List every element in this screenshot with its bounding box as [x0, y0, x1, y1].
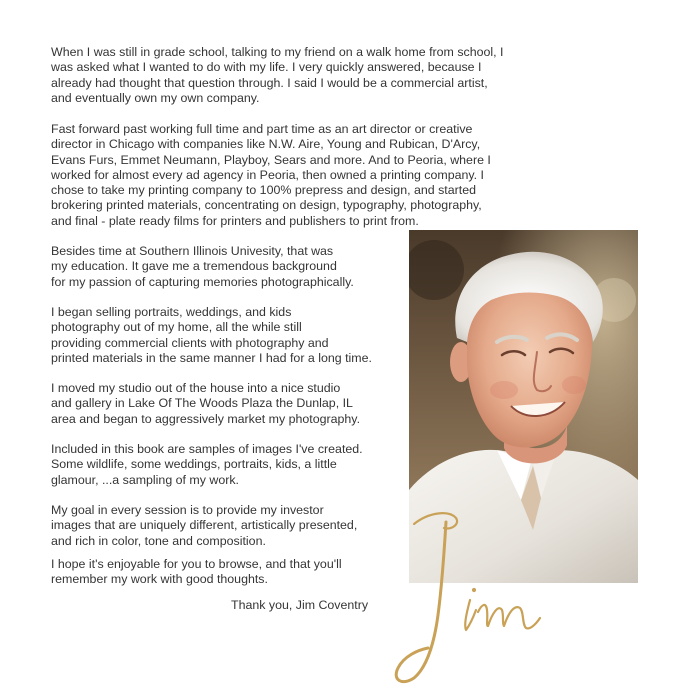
text-line: remember my work with good thoughts. [51, 572, 268, 587]
text-line: already had thought that question through. I said I would be a commercial artist, [51, 75, 488, 90]
text-line: images that are uniquely different, artistically presented, [51, 518, 358, 533]
text-line: and rich in color, tone and composition. [51, 533, 266, 548]
paragraph-goal [51, 503, 357, 549]
paragraph-career [51, 122, 491, 229]
paragraph-samples [51, 442, 363, 488]
text-line: Fast forward past working full time and part time as an art director or creative [51, 122, 473, 136]
text-line: providing commercial clients with photography and [51, 335, 329, 350]
text-line: my education. It gave me a tremendous background [51, 259, 337, 274]
text-line: My goal in every session is to provide my investor [51, 503, 324, 517]
text-line: for my passion of capturing memories photographically. [51, 274, 354, 289]
text-line: When I was still in grade school, talking to my friend on a walk home from school, I [51, 45, 504, 59]
text-line: brokering printed materials, concentrating on design, typography, photography, [51, 198, 482, 213]
text-line: worked for almost every ad agency in Peoria, then owned a printing company. I [51, 167, 484, 182]
paragraph-new-studio [51, 381, 360, 427]
text-line: chose to take my printing company to 100% prepress and design, and started [51, 183, 476, 198]
text-line: and gallery in Lake Of The Woods Plaza the Dunlap, IL [51, 396, 353, 411]
signature-text: Jim [374, 500, 376, 501]
text-line: I began selling portraits, weddings, and kids [51, 305, 292, 319]
text-line: Some wildlife, some weddings, portraits, kids, a little [51, 457, 337, 472]
text-line: Besides time at Southern Illinois Univesity, that was [51, 244, 334, 258]
paragraph-closing-wish [51, 557, 342, 588]
paragraph-childhood [51, 45, 503, 106]
text-line: and eventually own my own company. [51, 90, 260, 105]
paragraph-home-studio [51, 305, 372, 366]
text-line: glamour, ...a sampling of my work. [51, 472, 239, 487]
text-line: I moved my studio out of the house into a nice studio [51, 381, 341, 395]
closing-line: Thank you, Jim Coventry [231, 598, 369, 612]
text-line: area and began to aggressively market my photography. [51, 411, 361, 426]
signature-jim [374, 500, 544, 690]
text-line: printed materials in the same manner I had for a long time. [51, 350, 372, 365]
text-line: was asked what I wanted to do with my life. I very quickly answered, because I [51, 60, 482, 75]
text-line: and final - plate ready films for printers and publishers to print from. [51, 213, 419, 228]
paragraph-education [51, 244, 354, 290]
text-line: director in Chicago with companies like N.W. Aire, Young and Rubican, D'Arcy, [51, 137, 481, 152]
text-line: I hope it's enjoyable for you to browse, and that you'll [51, 557, 342, 571]
text-line: photography out of my home, all the while still [51, 320, 302, 335]
text-line: Included in this book are samples of images I've created. [51, 442, 363, 456]
text-line: Evans Furs, Emmet Neumann, Playboy, Sears and more. And to Peoria, where I [51, 152, 491, 167]
